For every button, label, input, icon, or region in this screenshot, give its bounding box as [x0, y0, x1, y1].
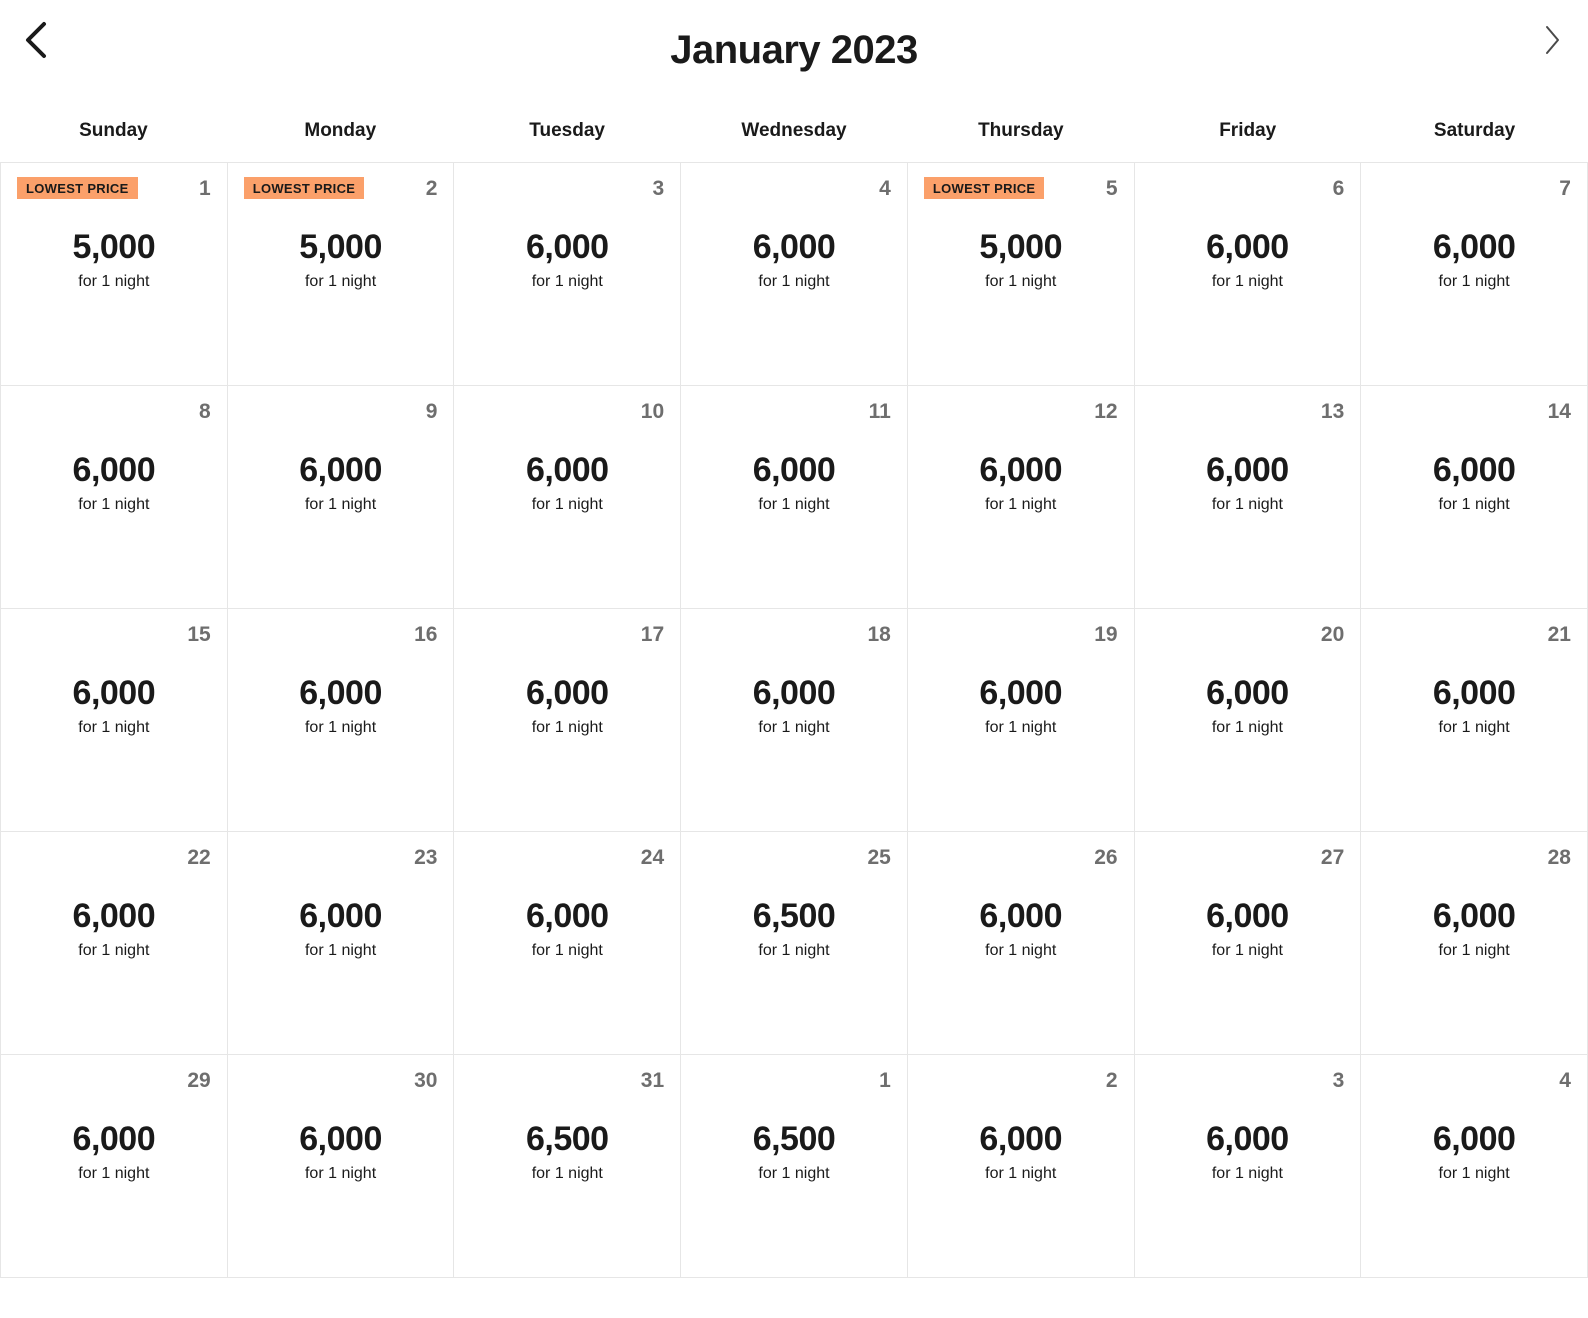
price-block	[470, 675, 664, 737]
calendar-day-cell[interactable]	[1135, 1055, 1362, 1278]
day-number: 12	[1094, 400, 1118, 423]
price-block	[1151, 898, 1345, 960]
price-block	[697, 675, 891, 737]
calendar-day-cell[interactable]	[1135, 386, 1362, 609]
price-nights-label: for 1 night	[304, 942, 377, 960]
calendar-day-cell[interactable]	[1135, 163, 1362, 386]
next-month-button[interactable]	[1530, 18, 1574, 62]
day-number: 31	[640, 1069, 665, 1092]
price-nights-label: for 1 night	[1211, 942, 1283, 960]
day-cell-header	[470, 846, 664, 872]
day-cell-header	[1151, 177, 1345, 203]
day-number: 3	[1332, 1069, 1345, 1092]
price-block	[17, 898, 211, 960]
day-cell-header	[924, 400, 1118, 426]
price-block	[17, 1121, 211, 1183]
day-cell-header	[244, 623, 438, 649]
price-nights-label: for 1 night	[985, 719, 1057, 737]
day-number: 22	[187, 846, 211, 869]
price-nights-label: for 1 night	[758, 942, 830, 960]
price-amount: 6,000	[1206, 674, 1289, 712]
day-cell-header	[1377, 1069, 1571, 1095]
calendar-day-cell[interactable]	[681, 609, 908, 832]
calendar-grid	[0, 162, 1588, 1278]
weekday-thursday: Thursday	[978, 120, 1064, 141]
price-block	[244, 452, 438, 514]
day-number: 27	[1320, 846, 1345, 869]
price-amount: 6,000	[979, 897, 1062, 935]
price-block	[470, 898, 664, 960]
price-amount: 6,000	[1432, 451, 1516, 489]
day-cell-header	[1151, 846, 1345, 872]
calendar-day-cell[interactable]	[1361, 1055, 1588, 1278]
price-nights-label: for 1 night	[1211, 273, 1283, 291]
weekday-tuesday: Tuesday	[529, 120, 605, 141]
day-cell-header	[244, 1069, 438, 1095]
price-nights-label: for 1 night	[304, 1165, 377, 1183]
day-cell-header	[1151, 400, 1345, 426]
calendar-day-cell[interactable]	[681, 386, 908, 609]
day-number: 26	[1094, 846, 1118, 869]
price-block	[697, 1121, 891, 1183]
price-amount: 6,000	[299, 897, 382, 935]
day-cell-header	[924, 177, 1118, 203]
price-block	[1377, 1121, 1571, 1183]
price-amount: 6,000	[752, 228, 836, 266]
weekday-wednesday: Wednesday	[741, 120, 847, 141]
price-amount: 6,000	[752, 674, 836, 712]
day-number: 19	[1094, 623, 1118, 646]
day-cell-header	[1377, 623, 1571, 649]
price-nights-label: for 1 night	[985, 1165, 1057, 1183]
day-number: 24	[640, 846, 665, 869]
price-block	[244, 1121, 438, 1183]
calendar-day-cell[interactable]	[1, 1055, 228, 1278]
price-amount: 5,000	[299, 228, 382, 266]
day-cell-header	[1377, 846, 1571, 872]
price-amount: 6,000	[1206, 1120, 1289, 1158]
price-nights-label: for 1 night	[78, 942, 150, 960]
price-nights-label: for 1 night	[531, 273, 603, 291]
day-cell-header	[697, 177, 891, 203]
price-block	[924, 898, 1118, 960]
price-block	[1151, 229, 1345, 291]
calendar-day-cell[interactable]	[908, 163, 1135, 386]
lowest-price-badge: LOWEST PRICE	[924, 177, 1045, 199]
price-nights-label: for 1 night	[531, 496, 603, 514]
price-nights-label: for 1 night	[985, 942, 1057, 960]
price-amount: 6,000	[1432, 1120, 1516, 1158]
day-cell-header	[924, 846, 1118, 872]
day-cell-header	[470, 623, 664, 649]
day-number: 3	[652, 177, 665, 200]
price-block	[697, 452, 891, 514]
day-number: 4	[879, 177, 891, 200]
day-number: 29	[187, 1069, 211, 1092]
lowest-price-badge: LOWEST PRICE	[244, 177, 365, 199]
price-nights-label: for 1 night	[304, 719, 377, 737]
chevron-right-icon	[1542, 24, 1562, 56]
price-nights-label: for 1 night	[985, 273, 1057, 291]
price-amount: 6,500	[525, 1120, 609, 1158]
price-amount: 6,000	[525, 674, 609, 712]
calendar-day-cell[interactable]	[1, 386, 228, 609]
price-nights-label: for 1 night	[1438, 942, 1510, 960]
calendar-day-cell[interactable]	[908, 1055, 1135, 1278]
calendar-day-cell[interactable]	[1, 163, 228, 386]
price-nights-label: for 1 night	[758, 1165, 830, 1183]
calendar-day-cell[interactable]	[454, 1055, 681, 1278]
price-amount: 6,000	[299, 451, 382, 489]
price-amount: 5,000	[72, 228, 156, 266]
price-nights-label: for 1 night	[1438, 719, 1510, 737]
price-nights-label: for 1 night	[78, 496, 150, 514]
price-block	[244, 229, 438, 291]
calendar-day-cell[interactable]	[228, 1055, 455, 1278]
price-amount: 6,000	[1432, 228, 1516, 266]
calendar-day-cell[interactable]	[681, 163, 908, 386]
price-nights-label: for 1 night	[758, 496, 830, 514]
day-cell-header	[1151, 623, 1345, 649]
day-number: 7	[1559, 177, 1571, 200]
day-cell-header	[470, 177, 664, 203]
weekday-monday: Monday	[304, 120, 377, 141]
calendar-header	[0, 0, 1588, 100]
price-amount: 6,000	[299, 674, 382, 712]
calendar-day-cell[interactable]	[228, 832, 455, 1055]
price-block	[1151, 1121, 1345, 1183]
weekday-saturday: Saturday	[1433, 120, 1516, 141]
day-number: 11	[868, 400, 891, 423]
price-nights-label: for 1 night	[1211, 1165, 1283, 1183]
day-number: 1	[199, 177, 211, 200]
page-title: January 2023	[670, 27, 918, 72]
price-amount: 6,000	[979, 451, 1062, 489]
price-nights-label: for 1 night	[1211, 719, 1283, 737]
price-block	[924, 675, 1118, 737]
day-number: 23	[414, 846, 438, 869]
price-amount: 6,000	[979, 674, 1062, 712]
price-amount: 6,000	[299, 1120, 382, 1158]
calendar-day-cell[interactable]	[228, 609, 455, 832]
price-nights-label: for 1 night	[531, 719, 603, 737]
day-cell-header	[244, 846, 438, 872]
price-amount: 6,000	[1206, 228, 1289, 266]
day-number: 2	[425, 177, 438, 200]
day-cell-header	[244, 177, 438, 203]
price-nights-label: for 1 night	[1438, 273, 1510, 291]
price-amount: 6,500	[752, 897, 836, 935]
calendar-day-cell[interactable]	[228, 386, 455, 609]
calendar-day-cell[interactable]	[1, 832, 228, 1055]
day-cell-header	[17, 846, 211, 872]
calendar-day-cell[interactable]	[1, 609, 228, 832]
price-block	[924, 229, 1118, 291]
calendar-day-cell[interactable]	[454, 832, 681, 1055]
price-block	[244, 898, 438, 960]
day-cell-header	[924, 1069, 1118, 1095]
day-number: 14	[1547, 400, 1571, 423]
price-nights-label: for 1 night	[1438, 1165, 1510, 1183]
day-number: 20	[1320, 623, 1345, 646]
price-amount: 6,000	[72, 1120, 156, 1158]
weekday-header-row	[0, 100, 1588, 162]
weekday-friday: Friday	[1219, 120, 1277, 141]
price-nights-label: for 1 night	[1438, 496, 1510, 514]
day-number: 5	[1105, 177, 1118, 200]
price-nights-label: for 1 night	[78, 719, 150, 737]
price-nights-label: for 1 night	[531, 942, 603, 960]
day-cell-header	[1377, 400, 1571, 426]
day-number: 8	[199, 400, 211, 423]
day-cell-header	[470, 1069, 664, 1095]
price-amount: 5,000	[979, 228, 1062, 266]
price-block	[470, 452, 664, 514]
day-number: 30	[414, 1069, 438, 1092]
day-number: 18	[867, 623, 891, 646]
price-nights-label: for 1 night	[304, 273, 377, 291]
day-cell-header	[470, 400, 664, 426]
price-nights-label: for 1 night	[78, 1165, 150, 1183]
day-cell-header	[17, 623, 211, 649]
day-number: 16	[414, 623, 438, 646]
day-number: 9	[425, 400, 438, 423]
calendar-day-cell[interactable]	[1361, 609, 1588, 832]
price-amount: 6,000	[72, 674, 156, 712]
day-cell-header	[17, 400, 211, 426]
day-cell-header	[697, 846, 891, 872]
price-amount: 6,000	[752, 451, 836, 489]
calendar-day-cell[interactable]	[1361, 163, 1588, 386]
price-block	[1377, 898, 1571, 960]
price-amount: 6,000	[1206, 897, 1289, 935]
price-amount: 6,000	[979, 1120, 1062, 1158]
previous-month-button[interactable]	[14, 18, 58, 62]
day-cell-header	[1377, 177, 1571, 203]
chevron-left-icon	[22, 20, 50, 60]
price-block	[1151, 452, 1345, 514]
price-amount: 6,000	[525, 451, 609, 489]
price-amount: 6,000	[1432, 674, 1516, 712]
price-block	[924, 452, 1118, 514]
price-nights-label: for 1 night	[304, 496, 377, 514]
price-block	[470, 229, 664, 291]
calendar-day-cell[interactable]	[454, 609, 681, 832]
price-nights-label: for 1 night	[1211, 496, 1283, 514]
price-nights-label: for 1 night	[985, 496, 1057, 514]
day-number: 25	[867, 846, 891, 869]
day-cell-header	[697, 623, 891, 649]
day-cell-header	[697, 400, 891, 426]
calendar-day-cell[interactable]	[681, 832, 908, 1055]
weekday-sunday: Sunday	[79, 120, 148, 141]
calendar-day-cell[interactable]	[1135, 832, 1362, 1055]
calendar-day-cell[interactable]	[681, 1055, 908, 1278]
calendar-day-cell[interactable]	[228, 163, 455, 386]
lowest-price-badge: LOWEST PRICE	[17, 177, 138, 199]
day-number: 2	[1105, 1069, 1118, 1092]
day-number: 21	[1547, 623, 1571, 646]
day-number: 13	[1320, 400, 1345, 423]
price-block	[470, 1121, 664, 1183]
price-block	[697, 229, 891, 291]
price-amount: 6,000	[525, 897, 609, 935]
price-block	[244, 675, 438, 737]
day-cell-header	[924, 623, 1118, 649]
day-number: 28	[1547, 846, 1571, 869]
price-amount: 6,500	[752, 1120, 836, 1158]
calendar-day-cell[interactable]	[908, 609, 1135, 832]
price-block	[697, 898, 891, 960]
price-nights-label: for 1 night	[758, 273, 830, 291]
price-nights-label: for 1 night	[78, 273, 150, 291]
day-number: 6	[1332, 177, 1345, 200]
day-number: 4	[1559, 1069, 1571, 1092]
day-number: 15	[187, 623, 211, 646]
price-amount: 6,000	[72, 897, 156, 935]
day-cell-header	[17, 1069, 211, 1095]
price-amount: 6,000	[525, 228, 609, 266]
price-block	[924, 1121, 1118, 1183]
price-amount: 6,000	[1432, 897, 1516, 935]
price-block	[1377, 452, 1571, 514]
price-block	[17, 452, 211, 514]
price-block	[1151, 675, 1345, 737]
day-number: 10	[640, 400, 665, 423]
calendar-day-cell[interactable]	[908, 386, 1135, 609]
day-cell-header	[17, 177, 211, 203]
price-block	[17, 229, 211, 291]
price-amount: 6,000	[72, 451, 156, 489]
calendar-day-cell[interactable]	[1361, 386, 1588, 609]
price-nights-label: for 1 night	[758, 719, 830, 737]
price-block	[17, 675, 211, 737]
calendar-day-cell[interactable]	[1361, 832, 1588, 1055]
calendar-day-cell[interactable]	[908, 832, 1135, 1055]
calendar-day-cell[interactable]	[1135, 609, 1362, 832]
day-cell-header	[1151, 1069, 1345, 1095]
price-block	[1377, 229, 1571, 291]
price-amount: 6,000	[1206, 451, 1289, 489]
day-cell-header	[697, 1069, 891, 1095]
day-number: 17	[640, 623, 665, 646]
calendar-day-cell[interactable]	[454, 386, 681, 609]
day-cell-header	[244, 400, 438, 426]
calendar-day-cell[interactable]	[454, 163, 681, 386]
price-nights-label: for 1 night	[531, 1165, 603, 1183]
price-block	[1377, 675, 1571, 737]
day-number: 1	[879, 1069, 891, 1092]
